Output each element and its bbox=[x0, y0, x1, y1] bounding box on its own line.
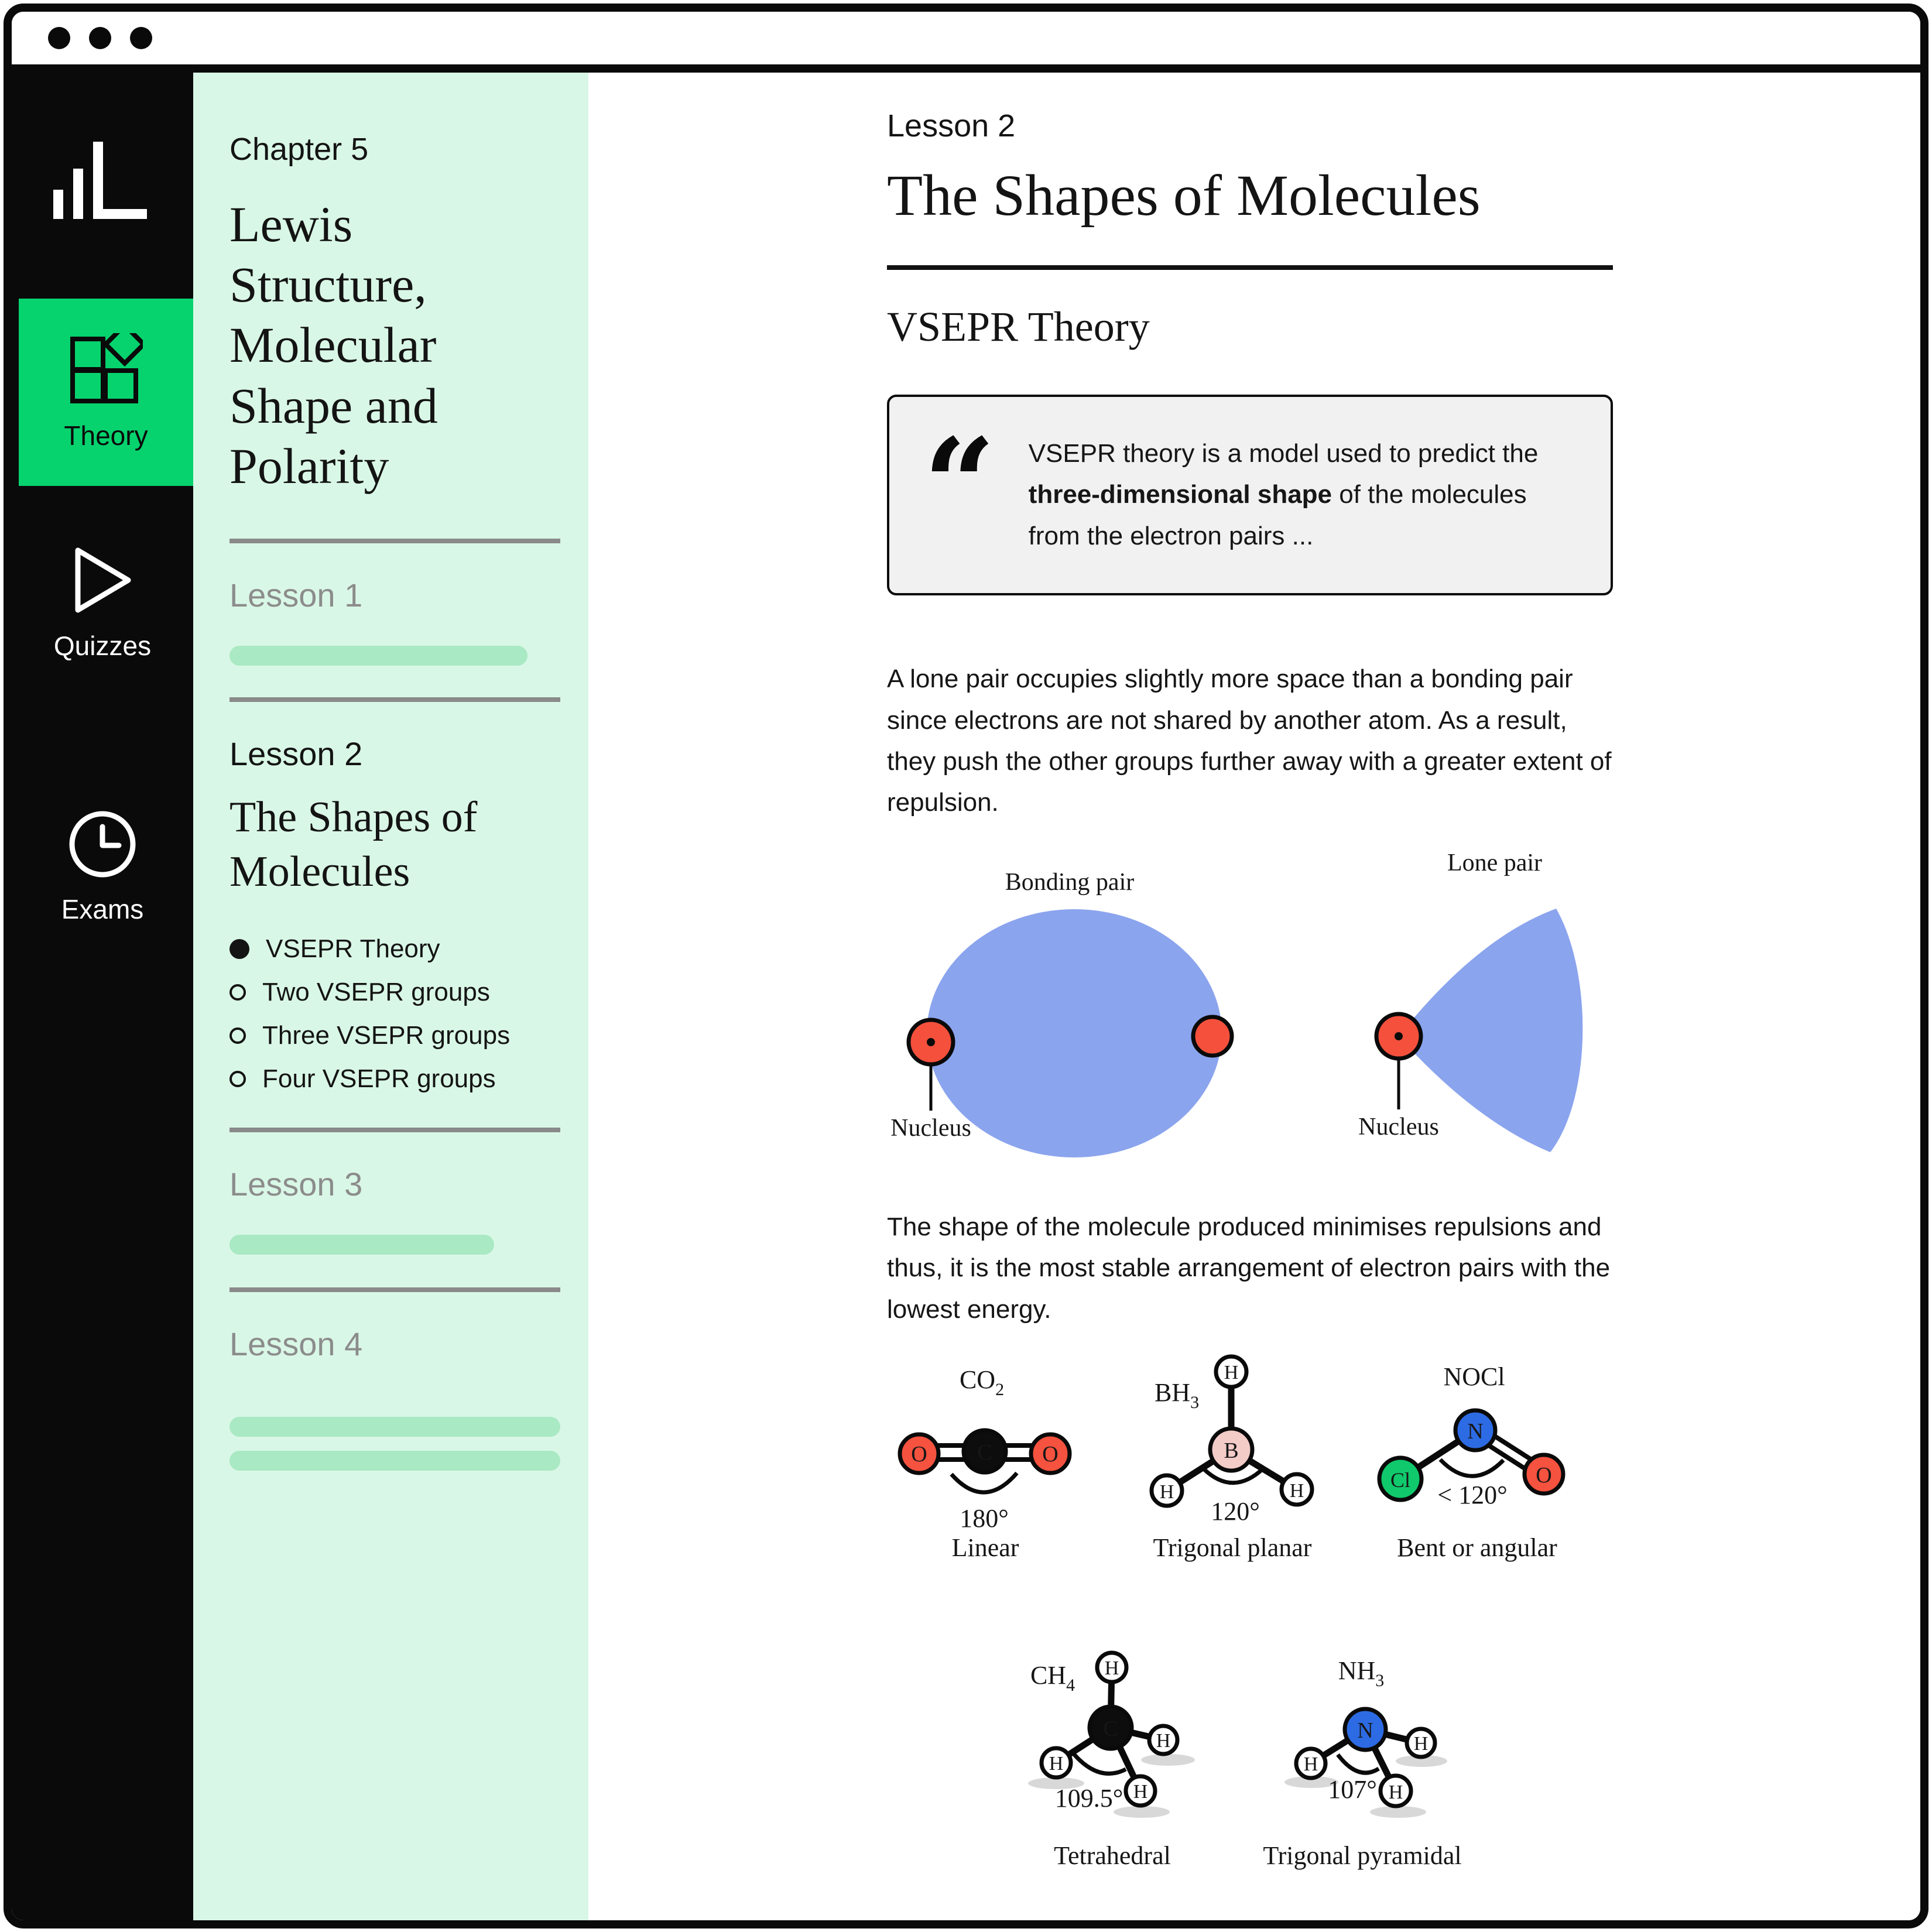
topic-label: VSEPR Theory bbox=[266, 934, 440, 964]
nav-item-quizzes[interactable] bbox=[54, 544, 151, 662]
quote-text-bold: three-dimensional shape bbox=[1028, 480, 1332, 509]
window-control-dot[interactable] bbox=[89, 27, 111, 49]
atom-label: H bbox=[1049, 1752, 1064, 1775]
atom-label: H bbox=[1133, 1780, 1148, 1803]
nav-item-label: Exams bbox=[61, 894, 144, 924]
molecule-shapes-row-2 bbox=[887, 1647, 1613, 1899]
lesson-4-progress-bar bbox=[229, 1417, 560, 1437]
molecule-formula: $BH_3$ bbox=[1154, 1378, 1200, 1412]
lesson-number-label: Lesson 2 bbox=[887, 108, 1016, 143]
atom-label: N bbox=[1357, 1718, 1373, 1743]
bond-angle-arc bbox=[1440, 1460, 1503, 1476]
window-titlebar bbox=[12, 12, 1920, 73]
bar-chart-logo-icon bbox=[53, 142, 152, 224]
app-body bbox=[12, 73, 1920, 1920]
angle-label: < 120° bbox=[1437, 1480, 1508, 1509]
molecule-formula: NOCl bbox=[1443, 1362, 1505, 1391]
topic-label: Four VSEPR groups bbox=[262, 1064, 496, 1094]
molecule-nh3 bbox=[1263, 1656, 1461, 1870]
section-heading: VSEPR Theory bbox=[887, 303, 1150, 350]
nav-item-exams[interactable] bbox=[61, 809, 144, 925]
atom-label: H bbox=[1289, 1479, 1304, 1502]
chapter-title: Lewis Structure, Molecular Shape and Polarity bbox=[229, 196, 438, 494]
lesson-3-progress-bar bbox=[229, 1235, 494, 1255]
nucleus-center-dot bbox=[927, 1038, 935, 1046]
lesson-1-progress-bar bbox=[229, 646, 527, 666]
quote-text bbox=[1029, 433, 1573, 557]
sidebar-lesson-1[interactable]: Lesson 1 bbox=[229, 576, 363, 614]
molecule-bh3 bbox=[1152, 1356, 1312, 1562]
atom-shadow bbox=[1141, 1754, 1195, 1766]
shape-label: Trigonal planar bbox=[1153, 1533, 1312, 1562]
quote-mark-icon: “ bbox=[923, 410, 996, 559]
atom-label: N bbox=[1467, 1419, 1484, 1444]
topic-vsepr-theory[interactable] bbox=[229, 927, 560, 971]
molecule-shapes-row-1 bbox=[887, 1344, 1613, 1596]
topic-four-vsepr-groups[interactable] bbox=[229, 1057, 560, 1101]
atom-label: B bbox=[1224, 1438, 1239, 1463]
lesson-topic-list bbox=[229, 927, 560, 1101]
atom-label: O bbox=[1536, 1462, 1552, 1488]
nucleus-label: Nucleus bbox=[890, 1114, 971, 1142]
bonding-pair-label: Bonding pair bbox=[1005, 868, 1135, 896]
lone-pair-label: Lone pair bbox=[1447, 849, 1543, 876]
topic-label: Two VSEPR groups bbox=[262, 978, 490, 1007]
molecule-formula: $CO_2$ bbox=[959, 1365, 1005, 1399]
nucleus-center-dot bbox=[1395, 1032, 1403, 1040]
selected-topic-bullet-icon bbox=[229, 939, 249, 959]
sidebar-divider bbox=[229, 1287, 560, 1292]
chapter-sidebar bbox=[193, 73, 588, 1920]
sidebar-lesson-2-title: The Shapes of Molecules bbox=[229, 793, 478, 896]
bond-angle-arc bbox=[1074, 1755, 1126, 1773]
topic-three-vsepr-groups[interactable] bbox=[229, 1014, 560, 1057]
nucleus-label: Nucleus bbox=[1358, 1113, 1439, 1140]
atom-label: H bbox=[1104, 1657, 1119, 1679]
chapter-label: Chapter 5 bbox=[229, 132, 369, 167]
shape-label: Bent or angular bbox=[1397, 1533, 1557, 1562]
atom-label: H bbox=[1224, 1361, 1239, 1383]
play-icon bbox=[70, 544, 135, 616]
lesson-4-progress-bar bbox=[229, 1451, 560, 1471]
paragraph-lone-pair: A lone pair occupies slightly more space than a bonding pair since electrons are not shared by another atom. As a result, they push the other groups further away with a greater extent of repulsion. bbox=[887, 664, 1612, 817]
atom-label: C bbox=[977, 1440, 992, 1465]
quote-text-before: VSEPR theory is a model used to predict the bbox=[1028, 439, 1539, 468]
lesson-content bbox=[588, 73, 1920, 1920]
clock-icon bbox=[67, 809, 138, 879]
topic-bullet-icon bbox=[229, 1027, 246, 1044]
shape-label: Tetrahedral bbox=[1054, 1841, 1171, 1870]
atom-label: Cl bbox=[1390, 1468, 1411, 1492]
bond-angle-arc bbox=[1338, 1755, 1379, 1773]
nucleus-dot bbox=[1193, 1017, 1232, 1056]
topic-two-vsepr-groups[interactable] bbox=[229, 971, 560, 1014]
page-title: The Shapes of Molecules bbox=[887, 163, 1481, 228]
atom-label: O bbox=[1042, 1441, 1059, 1467]
atom-label: H bbox=[1388, 1781, 1403, 1803]
atom-label: O bbox=[911, 1441, 927, 1467]
angle-label: 180° bbox=[960, 1503, 1009, 1533]
sidebar-divider bbox=[229, 1128, 560, 1132]
paragraph-stability: The shape of the molecule produced minimises repulsions and thus, it is the most stable arrangement of electron pairs with the lowest energy. bbox=[887, 1212, 1611, 1324]
atom-label: H bbox=[1303, 1753, 1318, 1775]
shape-label: Linear bbox=[951, 1533, 1019, 1562]
sidebar-lesson-3[interactable]: Lesson 3 bbox=[229, 1166, 363, 1203]
molecule-ch4 bbox=[1028, 1653, 1195, 1870]
app-window bbox=[4, 4, 1928, 1928]
atom-label: C bbox=[1103, 1716, 1118, 1741]
sidebar-divider bbox=[229, 697, 560, 702]
nav-item-label: Quizzes bbox=[53, 631, 152, 661]
theory-blocks-icon bbox=[69, 333, 143, 405]
nav-rail bbox=[12, 73, 193, 1920]
shape-label: Trigonal pyramidal bbox=[1263, 1841, 1462, 1870]
atom-label: H bbox=[1159, 1481, 1174, 1503]
molecule-formula: $CH_4$ bbox=[1030, 1660, 1075, 1695]
sidebar-lesson-2[interactable]: Lesson 2 bbox=[229, 735, 363, 772]
angle-label: 107° bbox=[1328, 1775, 1377, 1804]
molecule-formula: $NH_3$ bbox=[1338, 1656, 1385, 1690]
electron-pair-diagram bbox=[887, 834, 1613, 1168]
window-control-dot[interactable] bbox=[48, 27, 70, 49]
topic-bullet-icon bbox=[229, 984, 246, 1001]
molecule-co2 bbox=[900, 1365, 1070, 1562]
topic-label: Three VSEPR groups bbox=[262, 1021, 511, 1050]
title-rule bbox=[887, 265, 1613, 270]
angle-label: 109.5° bbox=[1054, 1783, 1123, 1813]
definition-quote-box bbox=[887, 395, 1613, 595]
angle-label: 120° bbox=[1211, 1496, 1260, 1526]
window-control-dot[interactable] bbox=[130, 27, 152, 49]
sidebar-divider bbox=[229, 539, 560, 543]
atom-label: H bbox=[1156, 1729, 1171, 1752]
topic-bullet-icon bbox=[229, 1071, 246, 1087]
atom-label: H bbox=[1413, 1732, 1429, 1755]
bond-angle-arc bbox=[951, 1473, 1017, 1492]
molecule-nocl bbox=[1379, 1362, 1563, 1562]
sidebar-lesson-4[interactable]: Lesson 4 bbox=[229, 1325, 363, 1363]
app-logo bbox=[53, 142, 152, 224]
nav-item-label: Theory bbox=[64, 420, 148, 451]
quote-text-after: of the molecules from the electron pairs ... bbox=[1028, 480, 1527, 550]
nav-item-theory[interactable] bbox=[19, 299, 193, 486]
